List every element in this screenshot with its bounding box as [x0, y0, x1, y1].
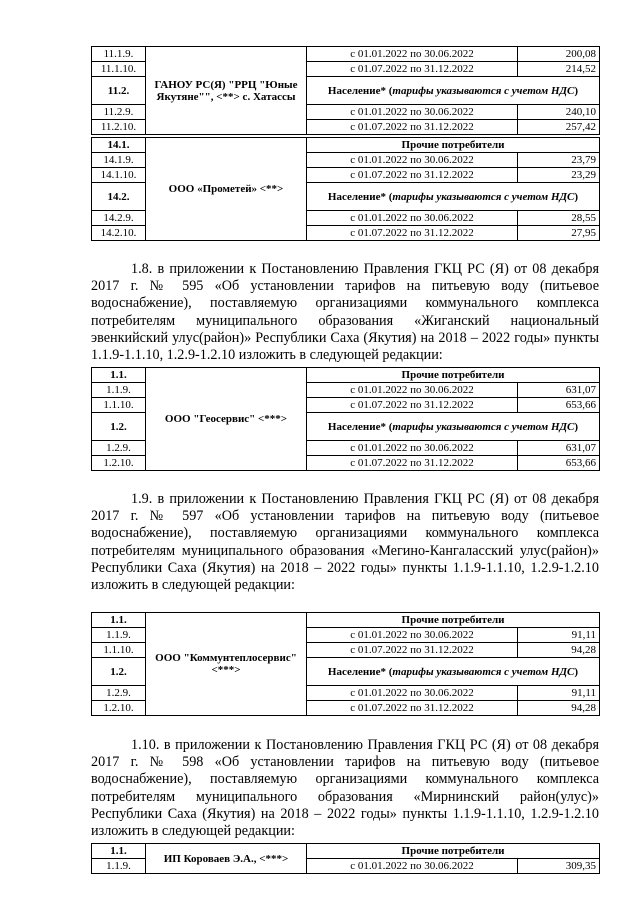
row-code: 14.1.10.	[92, 168, 146, 183]
price-cell: 240,10	[518, 105, 600, 120]
table-row	[92, 47, 600, 62]
table-row	[92, 368, 600, 383]
organization-name: ООО "Коммунтеплосервис" <***>	[146, 613, 307, 716]
period-cell: с 01.01.2022 по 30.06.2022	[307, 105, 518, 120]
period-cell: с 01.01.2022 по 30.06.2022	[307, 383, 518, 398]
period-cell: с 01.07.2022 по 31.12.2022	[307, 701, 518, 716]
other-consumers-header: Прочие потребители	[307, 368, 600, 383]
row-code: 1.1.	[92, 613, 146, 628]
period-cell: с 01.01.2022 по 30.06.2022	[307, 628, 518, 643]
price-cell: 91,11	[518, 628, 600, 643]
row-code: 14.2.	[92, 183, 146, 211]
period-cell: с 01.01.2022 по 30.06.2022	[307, 153, 518, 168]
organization-name: ИП Короваев Э.А., <***>	[146, 844, 307, 874]
tariff-table-prometey	[91, 137, 600, 241]
row-code: 1.1.10.	[92, 398, 146, 413]
row-code: 1.1.9.	[92, 628, 146, 643]
price-cell: 214,52	[518, 62, 600, 77]
row-code: 1.1.	[92, 844, 146, 859]
tariff-table-kommunteploservis	[91, 612, 600, 716]
price-cell: 94,28	[518, 701, 600, 716]
paragraph-1-8: 1.8. в приложении к Постановлению Правления ГКЦ РС (Я) от 08 декабря 2017 г. № 595 «Об установлении тарифов на питьевую воду (питьевое водоснабжение), поставляемую организациями коммунального комплекса потребителям муниципального образования «Жиганский национальный эвенкийский улус(район)» Республики Саха (Якутия) на 2018 – 2022 годы» пункты 1.1.9-1.1.10, 1.2.9-1.2.10 изложить в следующей редакции:	[91, 261, 599, 364]
row-code: 1.1.9.	[92, 859, 146, 874]
other-consumers-header: Прочие потребители	[307, 613, 600, 628]
period-cell: с 01.01.2022 по 30.06.2022	[307, 686, 518, 701]
population-header: Население* (тарифы указываются с учетом НДС)	[307, 183, 600, 211]
population-header: Население* (тарифы указываются с учетом НДС)	[307, 77, 600, 105]
period-cell: с 01.01.2022 по 30.06.2022	[307, 211, 518, 226]
row-code: 1.2.10.	[92, 701, 146, 716]
price-cell: 23,79	[518, 153, 600, 168]
row-code: 14.2.10.	[92, 226, 146, 241]
row-code: 11.1.9.	[92, 47, 146, 62]
row-code: 14.2.9.	[92, 211, 146, 226]
row-code: 1.1.	[92, 368, 146, 383]
row-code: 11.2.	[92, 77, 146, 105]
price-cell: 94,28	[518, 643, 600, 658]
price-cell: 200,08	[518, 47, 600, 62]
period-cell: с 01.07.2022 по 31.12.2022	[307, 168, 518, 183]
row-code: 14.1.9.	[92, 153, 146, 168]
paragraph-1-9: 1.9. в приложении к Постановлению Правления ГКЦ РС (Я) от 08 декабря 2017 г. № 597 «Об установлении тарифов на питьевую воду (питьевое водоснабжение), поставляемую организациями коммунального комплекса потребителям муниципального образования «Мегино-Кангаласский улус(район)» Республики Саха (Якутия) на 2018 – 2022 годы» пункты 1.1.9-1.1.10, 1.2.9-1.2.10 изложить в следующей редакции:	[91, 491, 599, 594]
tariff-table-yunye-yakutyane	[91, 46, 600, 135]
period-cell: с 01.07.2022 по 31.12.2022	[307, 226, 518, 241]
price-cell: 309,35	[518, 859, 600, 874]
period-cell: с 01.07.2022 по 31.12.2022	[307, 456, 518, 471]
period-cell: с 01.07.2022 по 31.12.2022	[307, 643, 518, 658]
row-code: 1.1.10.	[92, 643, 146, 658]
period-cell: с 01.07.2022 по 31.12.2022	[307, 120, 518, 135]
organization-name: ГАНОУ РС(Я) "РРЦ "Юные Якутяне"", <**> с. Хатассы	[146, 47, 307, 135]
period-cell: с 01.07.2022 по 31.12.2022	[307, 398, 518, 413]
price-cell: 631,07	[518, 383, 600, 398]
row-code: 1.2.9.	[92, 441, 146, 456]
price-cell: 653,66	[518, 398, 600, 413]
price-cell: 631,07	[518, 441, 600, 456]
population-header: Население* (тарифы указываются с учетом НДС)	[307, 658, 600, 686]
row-code: 1.2.	[92, 413, 146, 441]
price-cell: 27,95	[518, 226, 600, 241]
row-code: 1.2.9.	[92, 686, 146, 701]
period-cell: с 01.01.2022 по 30.06.2022	[307, 859, 518, 874]
other-consumers-header: Прочие потребители	[307, 844, 600, 859]
price-cell: 23,29	[518, 168, 600, 183]
period-cell: с 01.07.2022 по 31.12.2022	[307, 62, 518, 77]
period-cell: с 01.01.2022 по 30.06.2022	[307, 441, 518, 456]
price-cell: 257,42	[518, 120, 600, 135]
row-code: 11.2.9.	[92, 105, 146, 120]
other-consumers-header: Прочие потребители	[307, 138, 600, 153]
table-row	[92, 844, 600, 859]
tariff-table-geoservis	[91, 367, 600, 471]
organization-name: ООО «Прометей» <**>	[146, 138, 307, 241]
table-row	[92, 138, 600, 153]
price-cell: 653,66	[518, 456, 600, 471]
row-code: 14.1.	[92, 138, 146, 153]
table-row	[92, 613, 600, 628]
row-code: 1.1.9.	[92, 383, 146, 398]
organization-name: ООО "Геосервис" <***>	[146, 368, 307, 471]
population-header: Население* (тарифы указываются с учетом НДС)	[307, 413, 600, 441]
price-cell: 28,55	[518, 211, 600, 226]
row-code: 1.2.	[92, 658, 146, 686]
period-cell: с 01.01.2022 по 30.06.2022	[307, 47, 518, 62]
price-cell: 91,11	[518, 686, 600, 701]
row-code: 1.2.10.	[92, 456, 146, 471]
paragraph-1-10: 1.10. в приложении к Постановлению Правления ГКЦ РС (Я) от 08 декабря 2017 г. № 598 «Об установлении тарифов на питьевую воду (питьевое водоснабжение), поставляемую организациями коммунального комплекса потребителям муниципального образования «Мирнинский район(улус)» Республики Саха (Якутия) на 2018 – 2022 годы» пункты 1.1.9-1.1.10, 1.2.9-1.2.10 изложить в следующей редакции:	[91, 737, 599, 840]
row-code: 11.2.10.	[92, 120, 146, 135]
tariff-table-korovaev	[91, 843, 600, 874]
row-code: 11.1.10.	[92, 62, 146, 77]
